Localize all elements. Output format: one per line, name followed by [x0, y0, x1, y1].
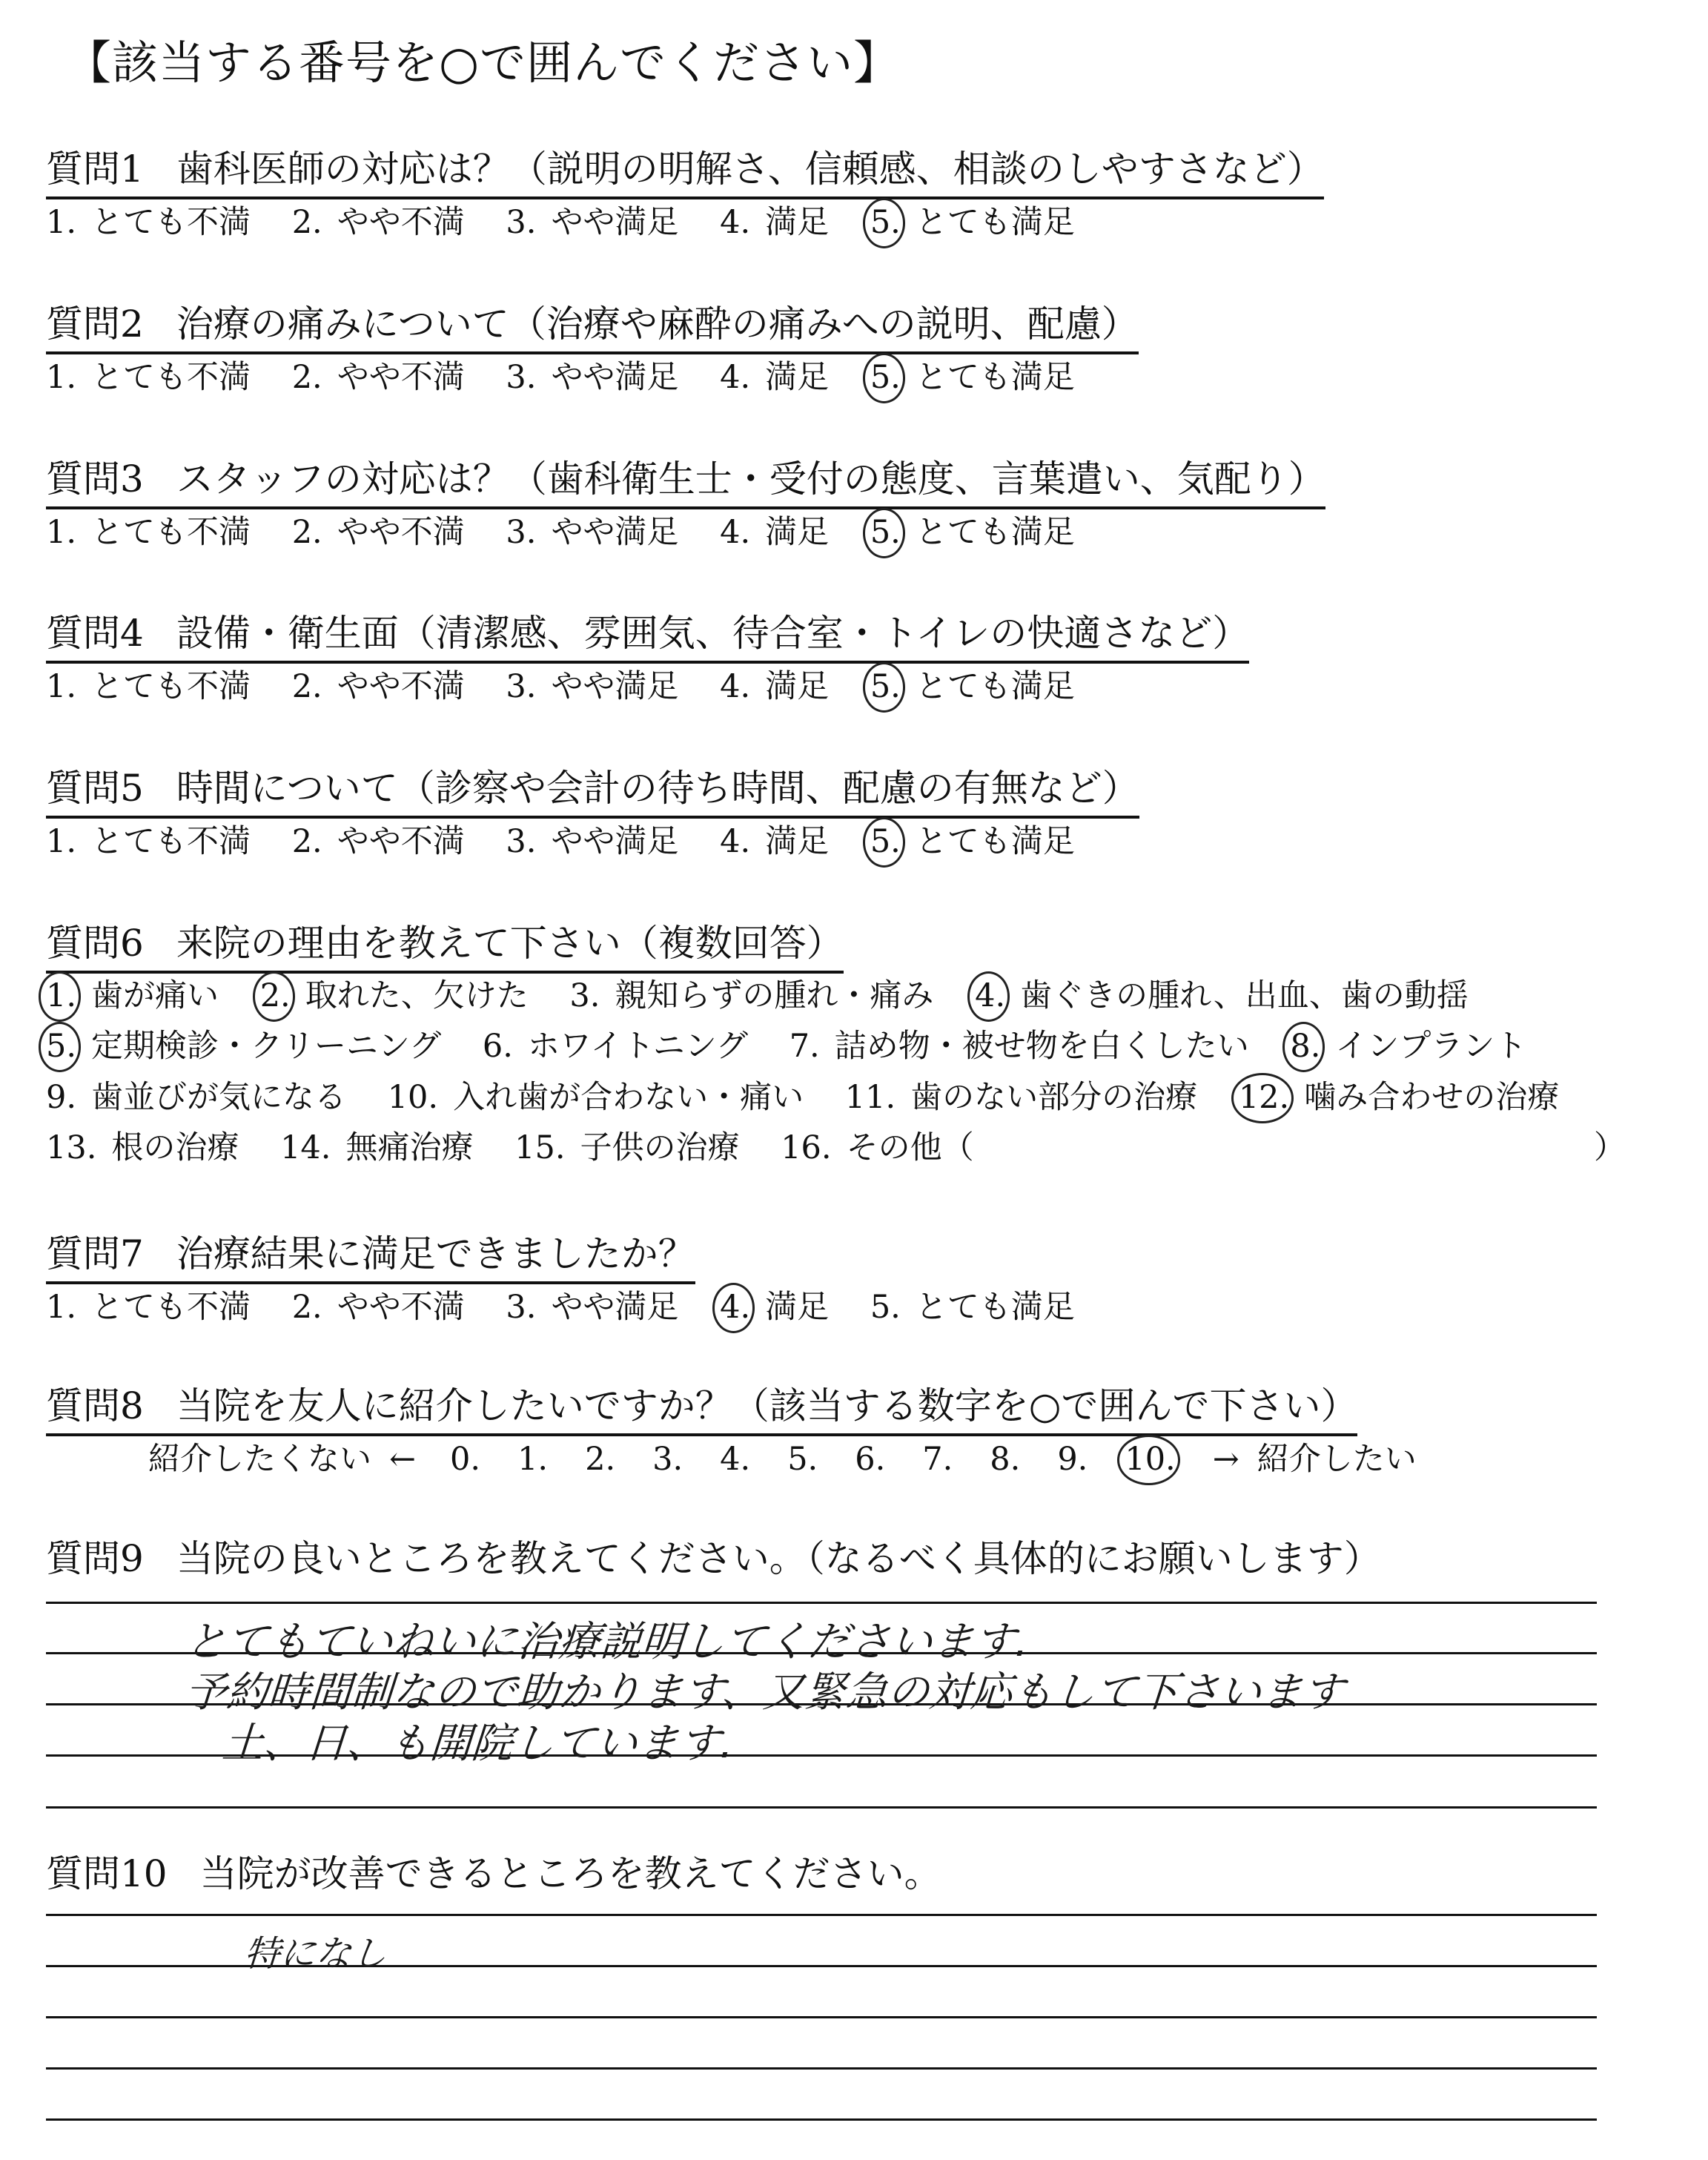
option-4[interactable] — [720, 1289, 829, 1327]
option-number: 7. — [789, 1028, 820, 1065]
option-label: 歯のない部分の治療 — [910, 1079, 1198, 1116]
option-number: 11. — [844, 1079, 896, 1116]
option-label: 入れ歯が合わない・痛い — [453, 1079, 804, 1116]
option-number: 1. — [46, 668, 77, 705]
option-2[interactable] — [292, 359, 465, 397]
option-3[interactable] — [506, 823, 678, 862]
reason-option-5[interactable] — [46, 1028, 441, 1066]
option-label: とても不満 — [91, 668, 251, 705]
question-4-heading — [46, 610, 1249, 664]
option-number: 6. — [482, 1028, 513, 1065]
option-label: やや不満 — [337, 1289, 465, 1326]
reason-option-1[interactable] — [46, 977, 219, 1016]
question-text: 時間について（診察や会計の待ち時間、配慮の有無など） — [176, 767, 1139, 810]
option-label: とても不満 — [91, 359, 251, 396]
reason-option-8[interactable] — [1290, 1028, 1526, 1066]
option-number: 1. — [46, 204, 77, 241]
reason-option-10[interactable] — [388, 1079, 804, 1117]
option-label: とても満足 — [915, 359, 1075, 396]
handwritten-answer-1: とてもていねいに治療説明してくださいます. — [183, 1618, 1030, 1666]
option-label: 満足 — [765, 514, 830, 551]
option-number-circled: 12. — [1238, 1079, 1290, 1116]
option-number-circled: 4. — [975, 977, 1006, 1014]
question-6-heading — [46, 919, 844, 974]
scale-option-10-circled[interactable]: 10. — [1125, 1441, 1176, 1478]
option-label: やや不満 — [337, 514, 465, 551]
question-4-options — [46, 668, 1106, 707]
option-label: 歯が痛い — [91, 977, 219, 1014]
option-label: とても不満 — [91, 204, 251, 241]
question-3-heading — [46, 455, 1325, 509]
option-number: 15. — [514, 1129, 566, 1166]
option-number: 13. — [46, 1129, 97, 1166]
option-number-circled: 5. — [870, 204, 901, 241]
option-label: 詰め物・被せ物を白くしたい — [834, 1028, 1249, 1065]
option-label: やや満足 — [551, 668, 679, 705]
option-5[interactable] — [870, 359, 1075, 397]
option-3[interactable] — [506, 668, 678, 707]
question-5-heading — [46, 764, 1139, 819]
question-text: 当院を友人に紹介したいですか？（該当する数字を○で囲んで下さい） — [176, 1384, 1358, 1427]
scale-option-5[interactable]: 5. — [787, 1441, 818, 1478]
option-number-circled: 5. — [870, 823, 901, 860]
option-1[interactable] — [46, 668, 251, 707]
option-label: 取れた、欠けた — [305, 977, 529, 1014]
scale-option-4[interactable]: 4. — [720, 1441, 751, 1478]
option-label: 歯ぐきの腫れ、出血、歯の動揺 — [1020, 977, 1469, 1014]
reason-option-12[interactable] — [1239, 1079, 1559, 1117]
page-title: 【該当する番号を○で囲んでください】 — [65, 36, 901, 90]
scale-option-1[interactable]: 1. — [517, 1441, 549, 1478]
option-label: 親知らずの腫れ・痛み — [615, 977, 934, 1014]
option-5[interactable] — [870, 823, 1075, 862]
option-label: やや満足 — [551, 514, 679, 551]
reason-option-13[interactable] — [46, 1129, 239, 1168]
scale-option-9[interactable]: 9. — [1057, 1441, 1088, 1478]
option-5[interactable] — [870, 1289, 1075, 1327]
option-label: 満足 — [765, 359, 830, 396]
reason-option-9[interactable] — [46, 1079, 346, 1117]
option-label: インプラント — [1335, 1028, 1527, 1065]
option-4[interactable] — [720, 668, 829, 707]
reason-option-11[interactable] — [845, 1079, 1197, 1117]
option-label: ホワイトニング — [527, 1028, 749, 1065]
option-1[interactable] — [46, 514, 251, 552]
question-text: 当院が改善できるところを教えてください。 — [199, 1852, 941, 1895]
option-number: 2. — [291, 1289, 322, 1326]
option-label: やや不満 — [337, 204, 465, 241]
option-number: 2. — [291, 514, 322, 551]
option-number: 3. — [506, 823, 537, 860]
option-2[interactable] — [292, 668, 465, 707]
question-text: 当院の良いところを教えてください。（なるべく具体的にお願いします） — [176, 1537, 1381, 1580]
answer-line — [46, 2016, 1597, 2018]
option-label: とても満足 — [915, 514, 1075, 551]
question-number: 質問2 — [46, 303, 144, 346]
option-number: 10. — [387, 1079, 439, 1116]
question-5-options — [46, 823, 1106, 862]
question-1-options — [46, 204, 1106, 242]
option-3[interactable] — [506, 1289, 678, 1327]
scale-high-label: 紹介したい — [1257, 1441, 1417, 1478]
option-3[interactable] — [506, 359, 678, 397]
option-2[interactable] — [292, 204, 465, 242]
option-number: 4. — [720, 204, 751, 241]
reason-option-6[interactable] — [483, 1028, 748, 1066]
option-4[interactable] — [720, 204, 829, 242]
question-text: 歯科医師の対応は？（説明の明解さ、信頼感、相談のしやすさなど） — [176, 148, 1324, 191]
handwritten-answer-3: 土、日、も開院しています. — [220, 1720, 735, 1768]
option-4[interactable] — [720, 359, 829, 397]
reason-option-2[interactable] — [260, 977, 529, 1016]
option-number-circled: 8. — [1290, 1028, 1321, 1065]
question-number: 質問5 — [46, 767, 144, 810]
option-number-circled: 5. — [46, 1028, 77, 1065]
option-2[interactable] — [292, 1289, 465, 1327]
option-number: 9. — [46, 1079, 77, 1116]
option-number: 1. — [46, 359, 77, 396]
reason-option-16[interactable] — [781, 1129, 973, 1168]
arrow-right-icon: → — [1212, 1441, 1239, 1478]
recommend-scale — [148, 1441, 1434, 1479]
option-number-circled: 2. — [259, 977, 291, 1014]
option-1[interactable] — [46, 359, 251, 397]
option-label: 定期検診・クリーニング — [91, 1028, 442, 1065]
option-number: 4. — [720, 514, 751, 551]
option-number: 2. — [291, 668, 322, 705]
handwritten-answer-improve: 特になし — [242, 1933, 388, 1975]
option-number-circled: 4. — [720, 1289, 751, 1326]
option-label: やや満足 — [551, 204, 679, 241]
scale-option-6[interactable]: 6. — [855, 1441, 886, 1478]
option-label: 満足 — [765, 668, 830, 705]
option-label: 歯並びが気になる — [91, 1079, 347, 1116]
option-5[interactable] — [870, 668, 1075, 707]
option-number: 4. — [720, 668, 751, 705]
question-number: 質問4 — [46, 612, 144, 655]
option-2[interactable] — [292, 514, 465, 552]
option-4[interactable] — [720, 514, 829, 552]
question-1-heading — [46, 145, 1324, 199]
option-number: 3. — [506, 204, 537, 241]
option-number-circled: 5. — [870, 514, 901, 551]
scale-option-7[interactable]: 7. — [922, 1441, 953, 1478]
option-number: 4. — [720, 823, 751, 860]
option-number: 3. — [506, 359, 537, 396]
option-number-circled: 1. — [46, 977, 77, 1014]
option-number: 2. — [291, 823, 322, 860]
arrow-left-icon: ← — [389, 1441, 417, 1478]
answer-line — [46, 2067, 1597, 2070]
question-7-heading — [46, 1230, 695, 1284]
question-6-options-row-2 — [46, 1028, 1558, 1066]
other-close-paren: ） — [1594, 1129, 1626, 1166]
option-5[interactable] — [870, 204, 1075, 242]
question-number: 質問3 — [46, 458, 144, 501]
option-1[interactable] — [46, 204, 251, 242]
answer-line — [46, 1806, 1597, 1809]
option-label: 満足 — [765, 823, 830, 860]
option-number: 3. — [569, 977, 600, 1014]
answer-line — [46, 1602, 1597, 1604]
question-7-options — [46, 1289, 1106, 1327]
question-6-options-row-3 — [46, 1079, 1590, 1117]
option-number: 3. — [506, 514, 537, 551]
option-1[interactable] — [46, 1289, 251, 1327]
question-number: 質問1 — [46, 148, 144, 191]
question-number: 質問6 — [46, 922, 144, 965]
option-label: とても満足 — [915, 1289, 1075, 1326]
option-label: 満足 — [765, 204, 830, 241]
question-text: 治療結果に満足できましたか？ — [176, 1232, 695, 1275]
option-label: とても満足 — [915, 823, 1075, 860]
scale-option-3[interactable]: 3. — [652, 1441, 683, 1478]
reason-option-7[interactable] — [790, 1028, 1249, 1066]
question-8-heading — [46, 1382, 1357, 1436]
option-4[interactable] — [720, 823, 829, 862]
option-number: 1. — [46, 1289, 77, 1326]
option-label: とても満足 — [915, 204, 1075, 241]
option-label: とても不満 — [91, 514, 251, 551]
option-label: 子供の治療 — [580, 1129, 740, 1166]
option-label: 無痛治療 — [345, 1129, 474, 1166]
option-number: 1. — [46, 514, 77, 551]
option-5[interactable] — [870, 514, 1075, 552]
reason-option-3[interactable] — [569, 977, 933, 1016]
option-label: とても不満 — [91, 1289, 251, 1326]
option-label: とても不満 — [91, 823, 251, 860]
question-2-heading — [46, 300, 1139, 354]
question-text: 来院の理由を教えて下さい（複数回答） — [176, 922, 844, 965]
option-label: その他（ — [846, 1129, 974, 1166]
option-number-circled: 5. — [870, 359, 901, 396]
option-number: 16. — [781, 1129, 832, 1166]
option-number: 3. — [506, 1289, 537, 1326]
option-label: 根の治療 — [111, 1129, 239, 1166]
question-number: 質問10 — [46, 1852, 168, 1895]
question-number: 質問7 — [46, 1232, 144, 1275]
option-label: やや満足 — [551, 359, 679, 396]
option-number: 2. — [291, 204, 322, 241]
question-text: 設備・衛生面（清潔感、雰囲気、待合室・トイレの快適さなど） — [176, 612, 1250, 655]
option-3[interactable] — [506, 514, 678, 552]
option-number: 4. — [720, 359, 751, 396]
option-label: やや満足 — [551, 1289, 679, 1326]
question-number: 質問9 — [46, 1537, 144, 1580]
question-text: 治療の痛みについて（治療や麻酔の痛みへの説明、配慮） — [176, 303, 1139, 346]
option-label: やや不満 — [337, 359, 465, 396]
option-number: 1. — [46, 823, 77, 860]
scale-option-8[interactable]: 8. — [990, 1441, 1021, 1478]
scale-option-0[interactable]: 0. — [450, 1441, 481, 1478]
option-number: 5. — [870, 1289, 901, 1326]
reason-option-15[interactable] — [514, 1129, 739, 1168]
question-number: 質問8 — [46, 1384, 144, 1427]
option-number: 3. — [506, 668, 537, 705]
question-3-options — [46, 514, 1106, 552]
scale-option-2[interactable]: 2. — [585, 1441, 616, 1478]
option-number: 14. — [280, 1129, 331, 1166]
option-number-circled: 5. — [870, 668, 901, 705]
option-label: 満足 — [765, 1289, 830, 1326]
answer-line — [46, 1914, 1597, 1916]
question-9-heading — [46, 1535, 1381, 1586]
option-label: 噛み合わせの治療 — [1304, 1079, 1560, 1116]
option-label: やや満足 — [551, 823, 679, 860]
reason-option-4[interactable] — [975, 977, 1469, 1016]
question-2-options — [46, 359, 1106, 397]
answer-line — [46, 2118, 1597, 2121]
option-1[interactable] — [46, 823, 251, 862]
option-label: とても満足 — [915, 668, 1075, 705]
option-number: 2. — [291, 359, 322, 396]
question-6-options-row-4 — [46, 1129, 1005, 1168]
option-label: やや不満 — [337, 668, 465, 705]
scale-low-label: 紹介したくない — [148, 1441, 371, 1478]
option-3[interactable] — [506, 204, 678, 242]
option-label: やや不満 — [337, 823, 465, 860]
handwritten-answer-2: 予約時間制なので助かります、又緊急の対応もして下さいます — [183, 1668, 1346, 1717]
question-6-options-row-1 — [46, 977, 1500, 1016]
reason-option-14[interactable] — [280, 1129, 473, 1168]
question-10-heading — [46, 1850, 941, 1901]
question-text: スタッフの対応は？（歯科衛生士・受付の態度、言葉遣い、気配り） — [176, 458, 1325, 501]
option-2[interactable] — [292, 823, 465, 862]
